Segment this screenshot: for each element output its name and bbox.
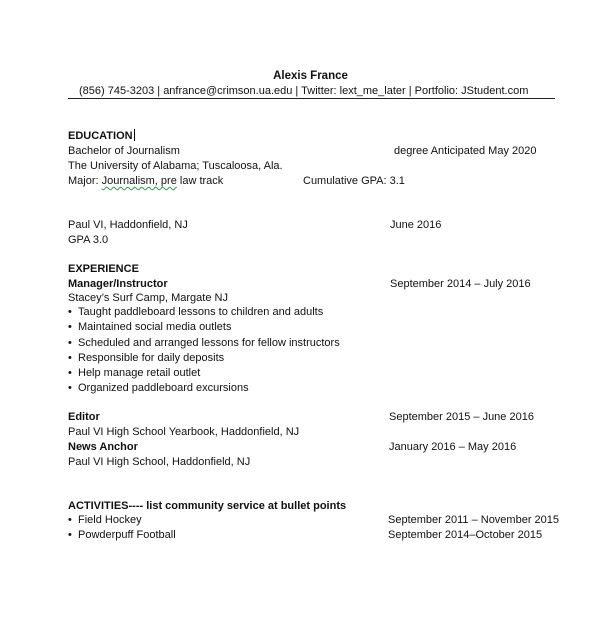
high-school-gpa: GPA 3.0	[68, 234, 109, 246]
job-org-surf-camp: Stacey’s Surf Camp, Margate NJ	[68, 292, 228, 304]
activities-heading: ACTIVITIES---- list community service at bullet points	[68, 500, 347, 512]
header-divider	[68, 98, 555, 99]
activity-item: • Field Hockey	[68, 513, 176, 528]
bullet-item: • Taught paddleboard lessons to children and adults	[68, 305, 340, 320]
major-line	[68, 174, 223, 188]
job-bullets-manager	[68, 305, 340, 397]
education-heading	[68, 129, 135, 143]
bullet-item: • Maintained social media outlets	[68, 320, 340, 335]
activity-item: • Powderpuff Football	[68, 528, 176, 543]
job-title-editor: Editor	[68, 411, 100, 423]
cumulative-gpa: Cumulative GPA: 3.1	[303, 175, 405, 187]
text-cursor	[134, 129, 135, 141]
job-org-yearbook: Paul VI High School Yearbook, Haddonfield, NJ	[68, 426, 300, 438]
contact-line: (856) 745-3203 | anfrance@crimson.ua.edu | Twitter: lext_me_later | Portfolio: JStudent.com	[79, 85, 529, 97]
bullet-item: • Organized paddleboard excursions	[68, 381, 340, 396]
job-dates-news-anchor: January 2016 – May 2016	[389, 441, 517, 453]
major-suffix: law track	[176, 175, 224, 187]
bullet-item: • Help manage retail outlet	[68, 366, 340, 381]
job-title-manager: Manager/Instructor	[68, 278, 168, 290]
activities-list	[68, 513, 176, 544]
bullet-item: • Responsible for daily deposits	[68, 351, 340, 366]
major-label: Major:	[68, 175, 102, 187]
university-name: The University of Alabama; Tuscaloosa, Ala.	[68, 160, 283, 172]
high-school-name: Paul VI, Haddonfield, NJ	[68, 219, 188, 231]
resume-name: Alexis France	[273, 70, 348, 82]
activity-dates: September 2014–October 2015	[388, 529, 543, 541]
experience-heading: EXPERIENCE	[68, 263, 139, 275]
degree-date: degree Anticipated May 2020	[394, 145, 537, 157]
high-school-date: June 2016	[390, 219, 442, 231]
education-heading-text: EDUCATION	[68, 130, 133, 142]
job-org-high-school: Paul VI High School, Haddonfield, NJ	[68, 456, 251, 468]
job-dates-editor: September 2015 – June 2016	[389, 411, 534, 423]
job-dates-manager: September 2014 – July 2016	[390, 278, 531, 290]
spellcheck-flagged-text[interactable]: Journalism, pre	[101, 175, 177, 187]
bullet-item: • Scheduled and arranged lessons for fellow instructors	[68, 336, 340, 351]
job-title-news-anchor: News Anchor	[68, 441, 138, 453]
activity-dates: September 2011 – November 2015	[388, 514, 560, 526]
degree-name: Bachelor of Journalism	[68, 145, 180, 157]
